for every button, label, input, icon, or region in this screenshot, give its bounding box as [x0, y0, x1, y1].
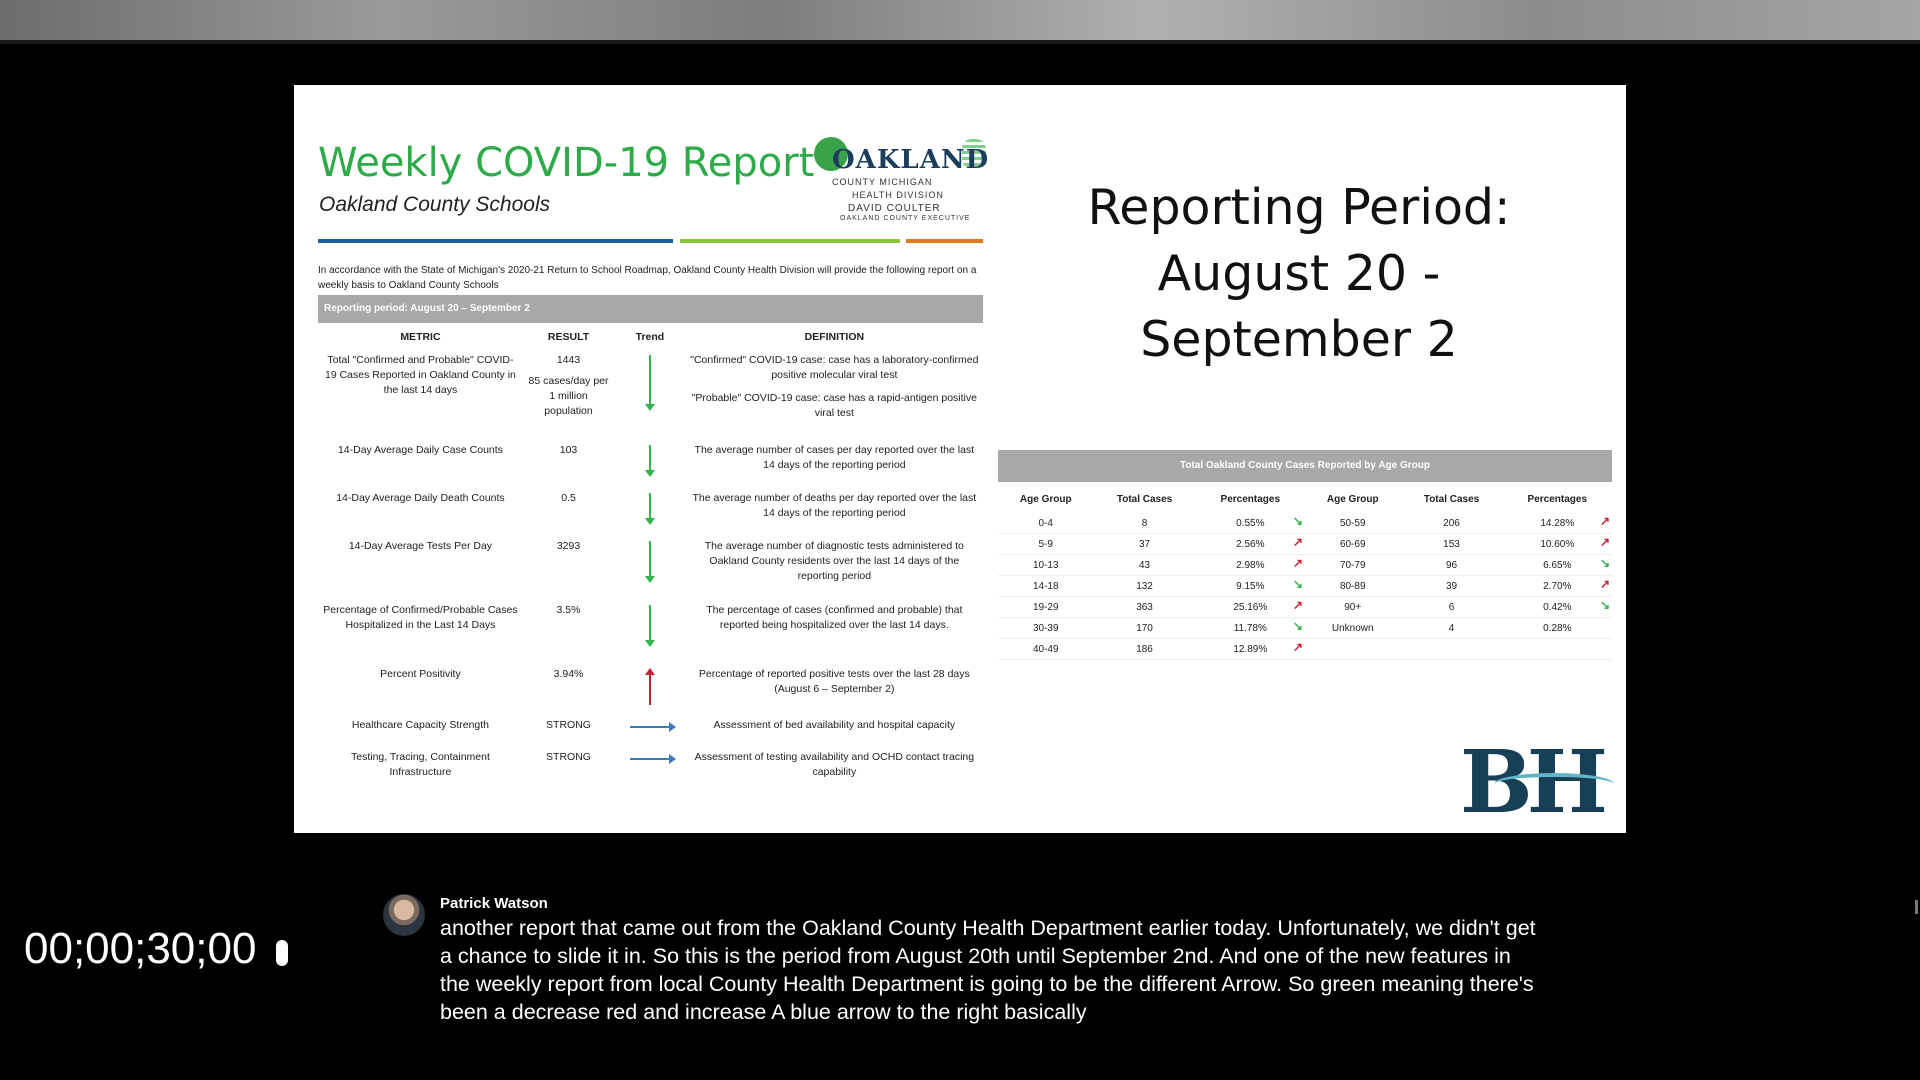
total-cases-cell: [1400, 555, 1502, 576]
age-group-cell-value: 0-4: [1038, 517, 1053, 529]
age-group-cell: [998, 639, 1093, 660]
age-header: Total Cases: [1116, 493, 1173, 505]
arrow-down-icon: [649, 605, 651, 641]
age-group-cell: [998, 576, 1093, 597]
total-cases-cell-value: 132: [1136, 580, 1153, 592]
total-cases-cell-value: 170: [1136, 622, 1153, 634]
percentage-cell: [1196, 534, 1305, 555]
trend-cell: [614, 714, 686, 746]
age-group-cell-value: 19-29: [1032, 601, 1059, 613]
percentage-cell: [1196, 555, 1305, 576]
definition-cell: [686, 349, 983, 439]
total-cases-cell: [1093, 618, 1195, 639]
table-row: [998, 513, 1612, 534]
record-indicator-icon: [276, 940, 288, 966]
total-cases-cell-value: 153: [1443, 538, 1460, 550]
metrics-table: [318, 325, 983, 784]
definition-cell: The average number of diagnostic tests administered to Oakland County residents over the last 14 days of the reporting period: [704, 540, 964, 582]
trend-down-icon: ↘: [1599, 556, 1610, 570]
total-cases-cell-value: 96: [1445, 559, 1458, 571]
arrow-down-icon: [649, 355, 651, 405]
report-title: Weekly COVID-19 Report: [318, 140, 815, 186]
definition-cell: Assessment of testing availability and OCHD contact tracing capability: [694, 751, 975, 778]
arrow-up-icon: [649, 675, 651, 705]
age-group-cell: [1305, 597, 1400, 618]
total-cases-cell-value: 39: [1445, 580, 1458, 592]
timecode: 00;00;30;00: [24, 924, 257, 973]
metric-cell: 14-Day Average Tests Per Day: [348, 540, 493, 552]
age-group-cell-value: 50-59: [1339, 517, 1366, 529]
percentage-cell: [1503, 513, 1612, 534]
metric-cell: Total "Confirmed and Probable" COVID-19 Cases Reported in Oakland County in the last 14 days: [325, 354, 516, 396]
total-cases-cell-value: 8: [1141, 517, 1148, 529]
trend-up-icon: ↗: [1292, 556, 1303, 570]
caption-text: another report that came out from the Oakland County Health Department earlier today. Unfortunately, we didn't get a chance to slide it in. So this is the period from August 20th until September 2nd. And one of the new features in the weekly report from local County Health Department is going to be the different Arrow. So green meaning there's been a decrease red and increase A blue arrow to the right basically: [440, 916, 1536, 1024]
percentage-cell-value: 25.16%: [1233, 601, 1268, 613]
period-bar: Reporting period: August 20 – September 2: [318, 295, 983, 323]
definition-cell: Assessment of bed availability and hospital capacity: [713, 719, 956, 731]
percentage-cell-value: 2.56%: [1236, 538, 1265, 550]
age-header: Age Group: [1019, 493, 1072, 505]
percentage-cell-value: 0.28%: [1543, 622, 1572, 634]
age-group-cell: [998, 618, 1093, 639]
age-group-cell-value: 40-49: [1032, 643, 1059, 655]
definition-cell: Percentage of reported positive tests over the last 28 days (August 6 – September 2): [698, 668, 970, 695]
total-cases-cell-value: 186: [1136, 643, 1153, 655]
arrow-right-icon: [630, 726, 670, 728]
trend-up-icon: ↗: [1292, 640, 1303, 654]
result-cell: STRONG: [546, 751, 591, 763]
logo-line-executive-title: OAKLAND COUNTY EXECUTIVE: [840, 215, 971, 222]
arrow-down-icon: [649, 541, 651, 577]
percentage-cell: [1196, 576, 1305, 597]
age-header-row: [998, 485, 1612, 513]
trend-down-icon: ↘: [1599, 598, 1610, 612]
trend-up-icon: ↗: [1599, 514, 1610, 528]
total-cases-cell: [1400, 534, 1502, 555]
metric-cell: 14-Day Average Daily Death Counts: [336, 492, 505, 504]
video-background-strip: [0, 0, 1920, 44]
total-cases-cell-value: 43: [1138, 559, 1151, 571]
bh-logo-wave: [1494, 773, 1614, 795]
table-row: [998, 618, 1612, 639]
logo-line-division: HEALTH DIVISION: [852, 190, 944, 200]
definition-extra: "Probable" COVID-19 case: case has a rapid-antigen positive viral test: [691, 392, 977, 419]
header-trend: Trend: [635, 331, 665, 343]
trend-cell: [614, 599, 686, 663]
table-row: [318, 439, 983, 487]
logo-name: OAKLAND: [832, 145, 990, 175]
age-group-cell-value: 70-79: [1339, 559, 1366, 571]
percentage-cell-value: 12.89%: [1233, 643, 1268, 655]
age-group-cell: [1305, 534, 1400, 555]
definition-cell: The average number of cases per day reported over the last 14 days of the reporting period: [694, 444, 975, 471]
age-group-cell: [998, 534, 1093, 555]
result-cell: 103: [559, 444, 578, 456]
logo-line-county: COUNTY MICHIGAN: [832, 177, 933, 187]
age-group-cell-value: 90+: [1344, 601, 1362, 613]
total-cases-cell-value: 363: [1136, 601, 1153, 613]
age-group-cell-value: 80-89: [1339, 580, 1366, 592]
total-cases-cell: [1400, 513, 1502, 534]
age-group-cell: [1305, 639, 1400, 660]
definition-cell: The average number of deaths per day reported over the last 14 days of the reporting period: [692, 492, 977, 519]
trend-cell: [614, 349, 686, 439]
table-row: [998, 555, 1612, 576]
percentage-cell: [1196, 639, 1305, 660]
age-group-cell: [1305, 555, 1400, 576]
arrow-down-icon: [649, 493, 651, 519]
trend-up-icon: ↗: [1292, 535, 1303, 549]
presentation-slide: [294, 85, 1626, 833]
age-group-cell-value: Unknown: [1331, 622, 1374, 634]
arrow-right-icon: [630, 758, 670, 760]
age-group-cell-value: 60-69: [1339, 538, 1366, 550]
metric-cell: Percent Positivity: [380, 668, 461, 680]
percentage-cell-value: 9.15%: [1236, 580, 1265, 592]
header-definition: DEFINITION: [804, 331, 865, 343]
table-row: [998, 639, 1612, 660]
result-extra: 85 cases/day per 1 million population: [528, 375, 609, 417]
total-cases-cell: [1093, 639, 1195, 660]
edge-marker: [1915, 900, 1918, 914]
total-cases-cell-value: 37: [1138, 538, 1151, 550]
divider-blue: [318, 239, 673, 243]
logo-line-executive-name: DAVID COULTER: [848, 203, 941, 214]
avatar: [383, 894, 425, 936]
trend-cell: [614, 663, 686, 714]
percentage-cell: [1503, 618, 1612, 639]
reporting-period-end: September 2: [1140, 311, 1458, 368]
reporting-period-start: August 20 -: [1157, 245, 1441, 302]
reporting-period-heading: [994, 175, 1604, 373]
percentage-cell: [1503, 639, 1612, 660]
speaker-name: Patrick Watson: [440, 895, 548, 912]
header-metric: METRIC: [400, 331, 441, 343]
percentage-cell: [1503, 576, 1612, 597]
result-cell: [523, 349, 614, 439]
percentage-cell-value: 14.28%: [1540, 517, 1575, 529]
age-group-table: [998, 485, 1612, 660]
result-cell: 3.94%: [553, 668, 584, 680]
result-cell: STRONG: [546, 719, 591, 731]
metric-cell: 14-Day Average Daily Case Counts: [337, 444, 503, 456]
trend-up-icon: ↗: [1599, 577, 1610, 591]
result-cell: 0.5: [561, 492, 576, 504]
trend-up-icon: ↗: [1292, 598, 1303, 612]
age-table-title: Total Oakland County Cases Reported by Age Group: [998, 450, 1612, 482]
age-header: Percentages: [1220, 493, 1281, 505]
total-cases-cell: [1400, 618, 1502, 639]
total-cases-cell: [1093, 513, 1195, 534]
table-row: [318, 535, 983, 599]
intro-text: In accordance with the State of Michigan's 2020-21 Return to School Roadmap, Oakland County Health Division will provide the following report on a weekly basis to Oakland County Schools: [318, 265, 977, 291]
percentage-cell-value: 0.55%: [1236, 517, 1265, 529]
metric-cell: Healthcare Capacity Strength: [351, 719, 490, 731]
age-group-cell-value: 14-18: [1032, 580, 1059, 592]
percentage-cell: [1503, 597, 1612, 618]
total-cases-cell: [1093, 555, 1195, 576]
trend-down-icon: ↘: [1292, 514, 1303, 528]
trend-cell: [614, 439, 686, 487]
table-row: [318, 349, 983, 439]
metrics-header-row: [318, 325, 983, 349]
percentage-cell-value: 0.42%: [1543, 601, 1572, 613]
trend-cell: [614, 746, 686, 784]
table-row: [318, 487, 983, 535]
trend-down-icon: ↘: [1292, 577, 1303, 591]
metric-cell: Percentage of Confirmed/Probable Cases Hospitalized in the Last 14 Days: [323, 604, 518, 631]
oakland-county-logo: [814, 137, 990, 227]
metric-cell: Testing, Tracing, Containment Infrastructure: [350, 751, 490, 778]
age-group-cell: [998, 597, 1093, 618]
age-group-cell-value: 10-13: [1032, 559, 1059, 571]
percentage-cell-value: 10.60%: [1540, 538, 1575, 550]
bh-logo: BH: [1460, 732, 1602, 833]
age-group-cell: [998, 513, 1093, 534]
percentage-cell: [1196, 597, 1305, 618]
percentage-cell: [1196, 513, 1305, 534]
total-cases-cell: [1400, 576, 1502, 597]
percentage-cell: [1503, 555, 1612, 576]
age-header: Total Cases: [1423, 493, 1480, 505]
total-cases-cell-value: 6: [1448, 601, 1455, 613]
percentage-cell-value: 2.70%: [1543, 580, 1572, 592]
table-row: [998, 597, 1612, 618]
reporting-period-label: Reporting Period:: [1087, 179, 1511, 236]
trend-cell: [614, 535, 686, 599]
percentage-cell: [1196, 618, 1305, 639]
age-header: Age Group: [1326, 493, 1379, 505]
age-group-cell-value: 30-39: [1032, 622, 1059, 634]
percentage-cell: [1503, 534, 1612, 555]
age-group-cell: [1305, 618, 1400, 639]
arrow-down-icon: [649, 445, 651, 471]
divider-green: [680, 239, 900, 243]
trend-up-icon: ↗: [1599, 535, 1610, 549]
trend-down-icon: ↘: [1292, 619, 1303, 633]
age-header: Percentages: [1527, 493, 1588, 505]
percentage-cell-value: 11.78%: [1233, 622, 1267, 634]
result-cell: 3.5%: [556, 604, 581, 616]
table-row: [318, 746, 983, 784]
total-cases-cell: [1400, 597, 1502, 618]
header-result: RESULT: [547, 331, 590, 343]
definition-cell: The percentage of cases (confirmed and probable) that reported being hospitalized over the last 14 days.: [706, 604, 963, 631]
table-row: [318, 599, 983, 663]
total-cases-cell-value: 206: [1443, 517, 1460, 529]
age-group-cell: [1305, 513, 1400, 534]
age-group-cell-value: 5-9: [1038, 538, 1053, 550]
table-row: [318, 663, 983, 714]
total-cases-cell: [1093, 576, 1195, 597]
total-cases-cell: [1400, 639, 1502, 660]
total-cases-cell-value: 4: [1448, 622, 1455, 634]
total-cases-cell: [1093, 534, 1195, 555]
definition-text: "Confirmed" COVID-19 case: case has a laboratory-confirmed positive molecular viral test: [690, 354, 979, 381]
divider-orange: [906, 239, 983, 243]
age-group-cell: [998, 555, 1093, 576]
table-row: [998, 576, 1612, 597]
trend-cell: [614, 487, 686, 535]
percentage-cell-value: 2.98%: [1236, 559, 1265, 571]
result-cell: 3293: [556, 540, 581, 552]
table-row: [998, 534, 1612, 555]
age-group-cell: [1305, 576, 1400, 597]
table-row: [318, 714, 983, 746]
percentage-cell-value: 6.65%: [1543, 559, 1572, 571]
total-cases-cell: [1093, 597, 1195, 618]
result-value: 1443: [556, 354, 581, 366]
report-subtitle: Oakland County Schools: [319, 193, 551, 216]
